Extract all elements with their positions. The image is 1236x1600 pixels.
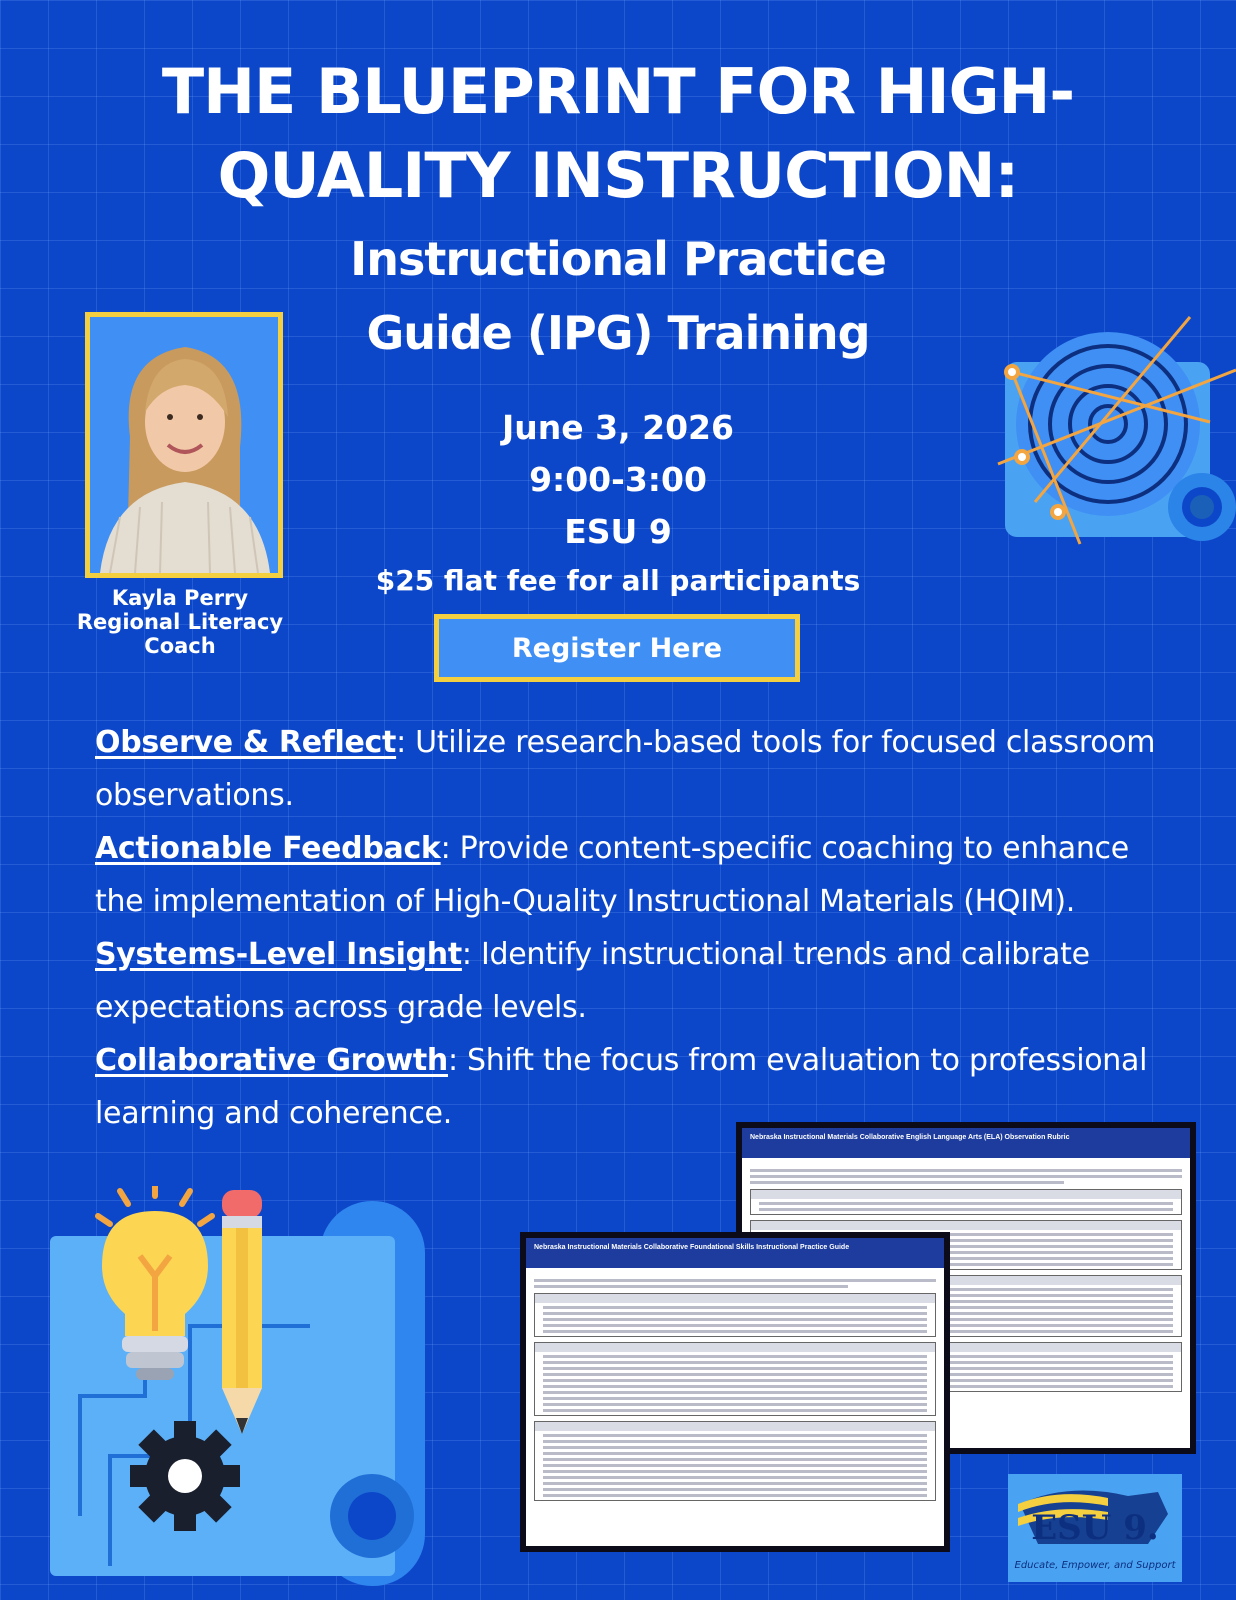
benefit-item (95, 822, 1175, 928)
benefit-text: : Provide content-specific coaching to enhance the implementation of High-Quality Instructional Materials (HQIM). (95, 831, 1129, 919)
benefit-heading: Collaborative Growth (95, 1043, 448, 1078)
event-date: June 3, 2026 (502, 408, 734, 447)
benefit-item (95, 928, 1175, 1034)
subtitle-line-2: Guide (IPG) Training (366, 306, 870, 360)
event-time: 9:00-3:00 (529, 460, 707, 499)
event-fee: $25 flat fee for all participants (375, 564, 861, 597)
title-line-2: QUALITY INSTRUCTION: (217, 139, 1019, 212)
title-line-1: THE BLUEPRINT FOR HIGH- (161, 55, 1075, 128)
guide-title: Nebraska Instructional Materials Collaborative Foundational Skills Instructional Practice Guide (526, 1238, 944, 1268)
benefit-text: : Shift the focus from evaluation to professional learning and coherence. (95, 1043, 1148, 1131)
presenter-name: Kayla Perry (111, 586, 249, 610)
blueprint-illustration (50, 1186, 430, 1586)
benefit-heading: Actionable Feedback (95, 831, 441, 866)
logo (1008, 1474, 1182, 1582)
pencil-icon (222, 1190, 262, 1434)
benefit-heading: Systems-Level Insight (95, 937, 462, 972)
subtitle-line-1: Instructional Practice (350, 232, 886, 286)
rubric-title: Nebraska Instructional Materials Collaborative English Language Arts (ELA) Observation Rubric (742, 1128, 1190, 1158)
register-button[interactable]: Register Here (434, 614, 800, 682)
benefit-text: : Utilize research-based tools for focused classroom observations. (95, 725, 1156, 813)
event-location: ESU 9 (564, 512, 672, 551)
main-title (0, 50, 1236, 218)
benefit-heading: Observe & Reflect (95, 725, 397, 760)
benefit-item (95, 716, 1175, 822)
presenter-role-line-2: Coach (144, 634, 216, 658)
benefits-list (95, 716, 1175, 1140)
logo-text: ESU 9. (1031, 1508, 1159, 1548)
gear-icon (130, 1421, 240, 1531)
logo-tagline: Educate, Empower, and Support (1014, 1560, 1176, 1571)
presenter-role-line-1: Regional Literacy (76, 610, 284, 634)
practice-guide-thumbnail (520, 1232, 950, 1552)
benefit-text: : Identify instructional trends and calibrate expectations across grade levels. (95, 937, 1090, 1025)
blueprint-roll-icon (990, 312, 1236, 548)
